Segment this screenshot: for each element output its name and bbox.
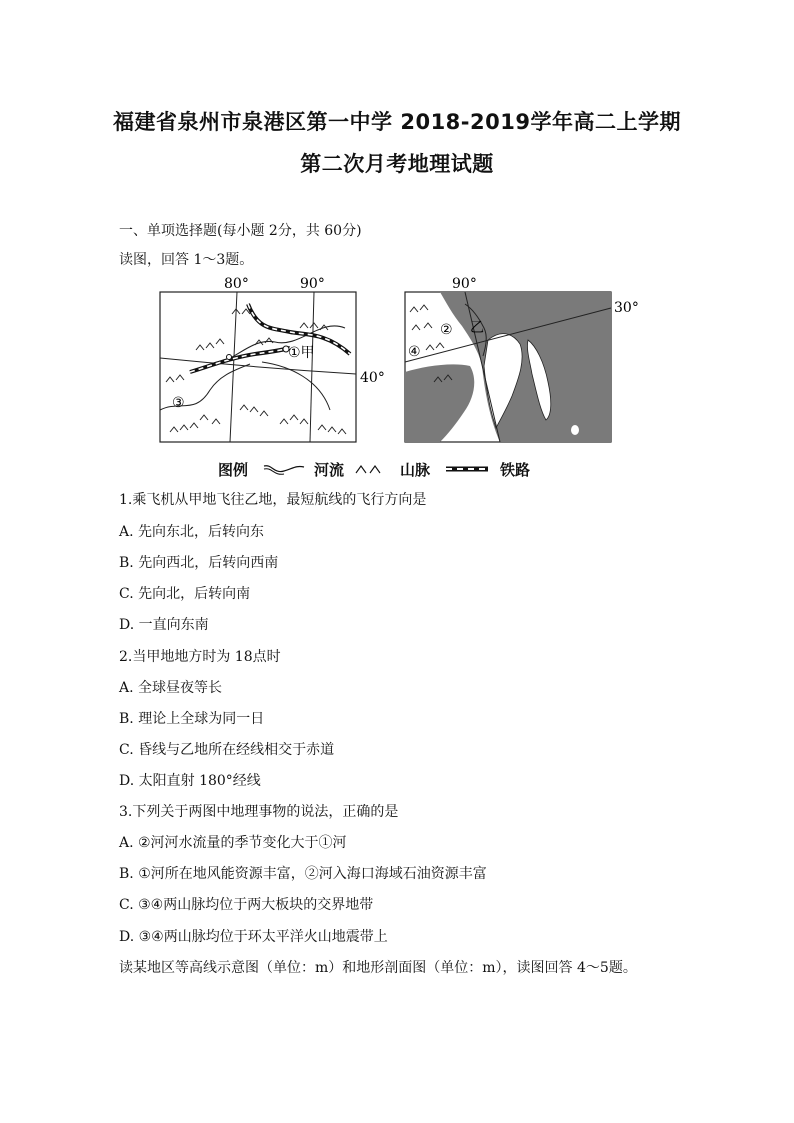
maps-svg bbox=[0, 270, 794, 460]
figure-maps bbox=[0, 270, 794, 464]
right-map bbox=[405, 276, 639, 442]
question-1-option-b: B. 先向西北，后转向西南 bbox=[119, 555, 279, 571]
right-map-label-yi: 乙 bbox=[470, 320, 484, 336]
next-section-intro: 读某地区等高线示意图（单位：m）和地形剖面图（单位：m），读图回答 4～5题。 bbox=[119, 960, 637, 976]
question-2-stem: 2.当甲地地方时为 18点时 bbox=[119, 649, 281, 665]
question-1-option-a: A. 先向东北，后转向东 bbox=[119, 524, 265, 540]
legend-mountain-icon bbox=[352, 461, 396, 475]
question-3-option-a: A. ②河河水流量的季节变化大于①河 bbox=[119, 835, 347, 851]
left-map-lon-80: 80° bbox=[224, 276, 249, 292]
page-title-line-1: 福建省泉州市泉港区第一中学 2018-2019学年高二上学期 bbox=[113, 110, 681, 134]
left-map-lon-90: 90° bbox=[300, 276, 325, 292]
question-1-stem: 1.乘飞机从甲地飞往乙地，最短航线的飞行方向是 bbox=[119, 492, 427, 508]
legend-river-icon bbox=[262, 462, 306, 476]
question-3-option-b: B. ①河所在地风能资源丰富，②河入海口海域石油资源丰富 bbox=[119, 866, 487, 882]
page-title-line-2: 第二次月考地理试题 bbox=[300, 152, 494, 176]
left-map-label-jia: ①甲 bbox=[288, 345, 315, 361]
question-2-option-c: C. 昏线与乙地所在经线相交于赤道 bbox=[119, 742, 335, 758]
left-map-city-dot bbox=[227, 355, 232, 360]
section-heading: 一、单项选择题(每小题 2分，共 60分) bbox=[119, 223, 362, 239]
question-3-option-c: C. ③④两山脉均位于两大板块的交界地带 bbox=[119, 897, 374, 913]
question-2-option-b: B. 理论上全球为同一日 bbox=[119, 711, 265, 727]
question-3-stem: 3.下列关于两图中地理事物的说法，正确的是 bbox=[119, 804, 399, 820]
question-1-option-c: C. 先向北，后转向南 bbox=[119, 586, 251, 602]
right-map-lat-30: 30° bbox=[614, 300, 639, 316]
legend-mountain-label: 山脉 bbox=[400, 461, 431, 479]
left-map-lat-40: 40° bbox=[360, 370, 385, 386]
question-1-option-d: D. 一直向东南 bbox=[119, 617, 209, 633]
question-2-option-a: A. 全球昼夜等长 bbox=[119, 680, 223, 696]
right-map-label-4: ④ bbox=[408, 344, 421, 360]
right-map-islet bbox=[571, 425, 579, 435]
legend-railway-icon bbox=[444, 463, 490, 475]
question-2-option-d: D. 太阳直射 180°经线 bbox=[119, 773, 261, 789]
legend-railway-label: 铁路 bbox=[500, 461, 531, 479]
legend-title: 图例 bbox=[218, 461, 249, 479]
legend-river-label: 河流 bbox=[314, 461, 345, 479]
left-map bbox=[160, 276, 385, 442]
section-intro: 读图，回答 1～3题。 bbox=[119, 252, 254, 268]
right-map-label-2: ② bbox=[440, 322, 453, 338]
left-map-label-3: ③ bbox=[172, 395, 185, 411]
question-3-option-d: D. ③④两山脉均位于环太平洋火山地震带上 bbox=[119, 929, 388, 945]
right-map-lon-90: 90° bbox=[452, 276, 477, 292]
